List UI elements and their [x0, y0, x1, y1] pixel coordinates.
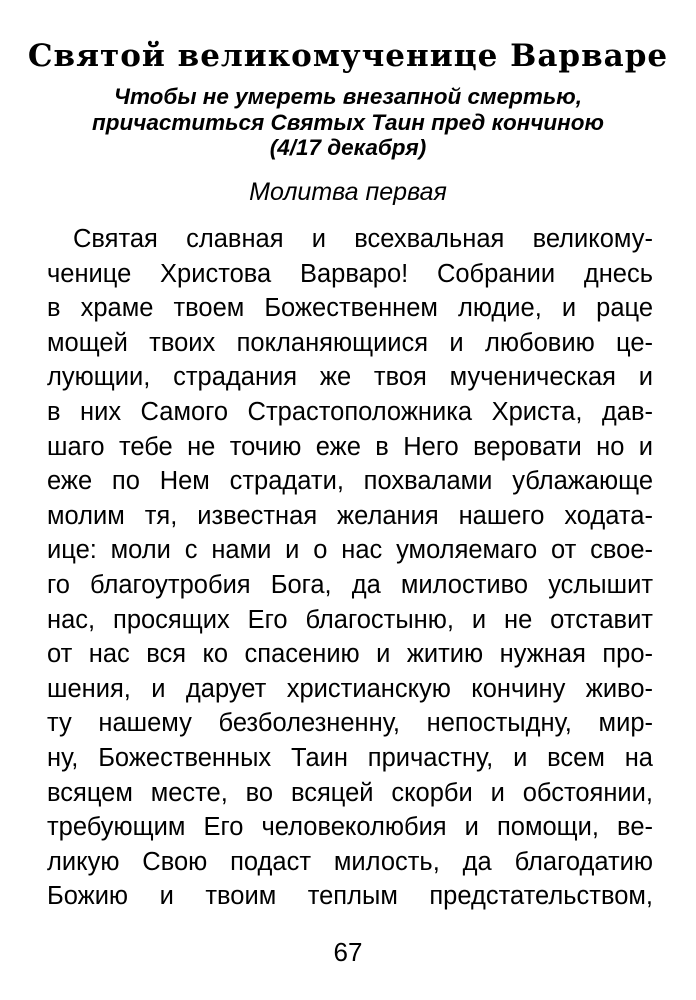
text-line: всяцем месте, во всяцей скорби и обстоянии,	[47, 778, 653, 807]
text-line: Божию и твоим теплым предстательством,	[47, 882, 653, 911]
text-line: нас, просящих Его благостыню, и не отставит	[47, 605, 653, 634]
text-line: ченице Христова Варваро! Собрании днесь	[47, 259, 653, 288]
text-line: в них Самого Страстоположника Христа, дав-	[47, 397, 653, 426]
text-line: ице: моли с нами и о нас умоляемаго от свое-	[47, 536, 653, 565]
subtitle-line: причаститься Святых Таин пред кончиною	[92, 109, 604, 135]
text-line: от нас вся ко спасению и житию нужная про-	[47, 640, 653, 669]
subtitle-line: Чтобы не умереть внезапной смертью,	[114, 84, 582, 109]
text-line: в храме твоем Божественнем людие, и раце	[47, 294, 653, 323]
text-line: ликую Свою подаст милость, да благодатию	[47, 847, 653, 876]
subtitle-line: (4/17 декабря)	[269, 135, 427, 160]
text-line: Святая славная и всехвальная великому-	[73, 225, 653, 253]
prayer-text	[47, 222, 653, 914]
text-line: мощей твоих покланяющиися и любовию це-	[47, 328, 653, 357]
text-line: шаго тебе не точию еже в Него веровати но и	[47, 432, 653, 461]
text-line: шения, и дарует христианскую кончину живо-	[47, 674, 653, 703]
text-line: лующии, страдания же твоя мученическая и	[47, 363, 653, 392]
text-line: ту нашему безболезненну, непостыдну, мир-	[47, 709, 653, 738]
text-line: молим тя, известная желания нашего ходата-	[47, 501, 653, 530]
subtitle	[40, 84, 656, 161]
page-number: 67	[333, 937, 363, 967]
text-line: го благоутробия Бога, да милостиво услышит	[47, 570, 653, 599]
text-line: ну, Божественных Таин причастну, и всем на	[47, 743, 653, 772]
page-title: Святой великомученице Варваре	[27, 38, 669, 74]
text-line: требующим Его человеколюбия и помощи, ве-	[47, 813, 653, 842]
prayer-heading: Молитва первая	[249, 178, 447, 206]
text-line: еже по Нем страдати, похвалами ублажающе	[47, 467, 653, 496]
